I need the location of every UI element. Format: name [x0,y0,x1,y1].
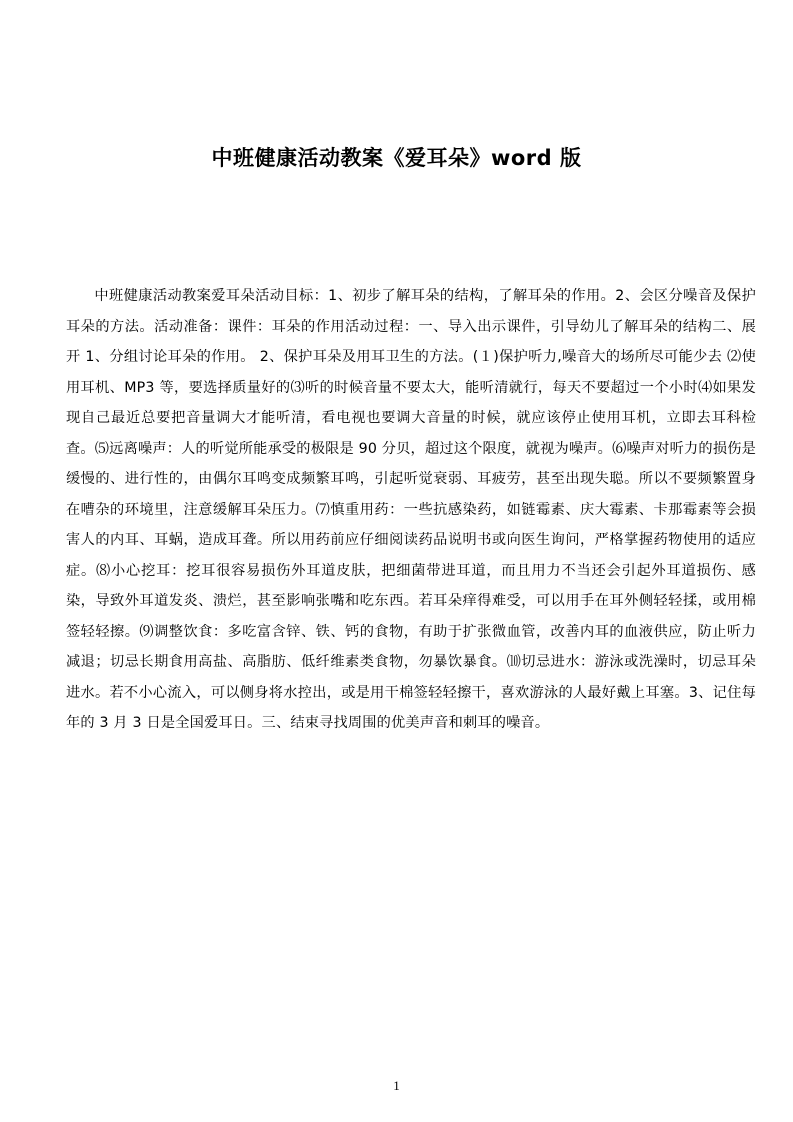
body-paragraph: 中班健康活动教案爱耳朵活动目标：1、初步了解耳朵的结构，了解耳朵的作用。2、会区分噪音及保护耳朵的方法。活动准备：课件：耳朵的作用活动过程：一、导入出示课件，引导幼儿了解耳朵的结构二、展开 1、分组讨论耳朵的作用。 2、保护耳朵及用耳卫生的方法。(１)保护听力,噪音大的场所尽可能少去 ⑵使用耳机、MP3 等，要选择质量好的⑶听的时候音量不要太大，能听清就行，每天不要超过一个小时⑷如果发现自己最近总要把音量调大才能听清，看电视也要调大音量的时候，就应该停止使用耳机，立即去耳科检查。⑸远离噪声：人的听觉所能承受的极限是 90 分贝，超过这个限度，就视为噪声。⑹噪声对听力的损伤是缓慢的、进行性的，由偶尔耳鸣变成频繁耳鸣，引起听觉衰弱、耳疲劳，甚至出现失聪。所以不要频繁置身在嘈杂的环境里，注意缓解耳朵压力。⑺慎重用药：一些抗感染药，如链霉素、庆大霉素、卡那霉素等会损害人的内耳、耳蜗，造成耳聋。所以用药前应仔细阅读药品说明书或向医生询问，严格掌握药物使用的适应症。⑻小心挖耳：挖耳很容易损伤外耳道皮肤，把细菌带进耳道，而且用力不当还会引起外耳道损伤、感染，导致外耳道发炎、溃烂，甚至影响张嘴和吃东西。若耳朵痒得难受，可以用手在耳外侧轻轻揉，或用棉签轻轻擦。⑼调整饮食：多吃富含锌、铁、钙的食物，有助于扩张微血管，改善内耳的血液供应，防止听力减退；切忌长期食用高盐、高脂肪、低纤维素类食物，勿暴饮暴食。⑽切忌进水：游泳或洗澡时，切忌耳朵进水。若不小心流入，可以侧身将水控出，或是用干棉签轻轻擦干，喜欢游泳的人最好戴上耳塞。3、记住每年的 3 月 3 日是全国爱耳日。三、结束寻找周围的优美声音和刺耳的噪音。 [66,288,756,731]
document-body [66,281,756,739]
page-title: 中班健康活动教案《爱耳朵》word 版 [211,146,582,171]
page-number: 1 [393,1078,400,1093]
